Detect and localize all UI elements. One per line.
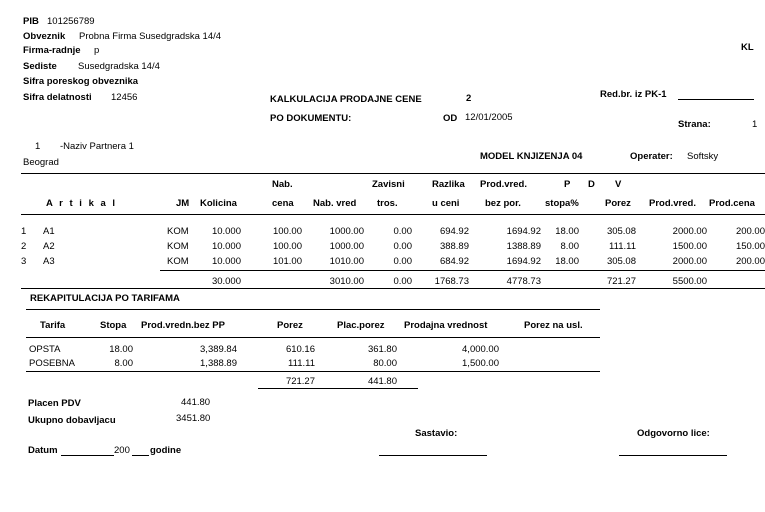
rekap-prodvredn: 1,388.89 bbox=[200, 358, 237, 369]
row-stopa: 8.00 bbox=[560, 241, 579, 252]
total-zav: 0.00 bbox=[393, 276, 412, 287]
model-label: MODEL KNJIZENJA 04 bbox=[480, 151, 583, 162]
col-nab-vred: Nab. vred bbox=[313, 198, 357, 209]
row-cena: 101.00 bbox=[272, 256, 302, 267]
total-bezpor: 4778.73 bbox=[506, 276, 541, 287]
rekap-col-stopa: Stopa bbox=[100, 320, 127, 331]
row-bezpor: 1694.92 bbox=[506, 256, 541, 267]
rekap-header-line bbox=[26, 337, 600, 338]
rekap-placporez: 361.80 bbox=[367, 344, 397, 355]
rekap-stopa: 8.00 bbox=[114, 358, 133, 369]
row-prodvred: 2000.00 bbox=[672, 256, 707, 267]
rekap-placporez: 80.00 bbox=[373, 358, 397, 369]
row-zav: 0.00 bbox=[393, 226, 412, 237]
rekap-col-porez: Porez bbox=[277, 320, 303, 331]
row-stopa: 18.00 bbox=[555, 226, 579, 237]
row-num: 2 bbox=[21, 241, 27, 252]
row-prodvred: 2000.00 bbox=[672, 226, 707, 237]
col-razlika-top: Razlika bbox=[432, 179, 465, 190]
row-kol: 10.000 bbox=[211, 241, 241, 252]
pib-value: 101256789 bbox=[47, 16, 95, 27]
rekap-col-porez-usl: Porez na usl. bbox=[524, 320, 583, 331]
row-kol: 10.000 bbox=[211, 226, 241, 237]
godine-label: godine bbox=[150, 445, 182, 456]
table-top-line bbox=[21, 173, 765, 174]
rekap-col-prodvredn: Prod.vredn.bez PP bbox=[141, 320, 225, 331]
row-porez: 111.11 bbox=[609, 241, 636, 252]
row-num: 3 bbox=[21, 256, 27, 267]
ukupno-label: Ukupno dobavljacu bbox=[28, 415, 116, 426]
odgovorno-signature-line bbox=[619, 455, 727, 456]
sifra-delatnosti-value: 12456 bbox=[111, 92, 138, 103]
operater-label: Operater: bbox=[630, 151, 673, 162]
col-d: D bbox=[588, 179, 595, 190]
col-jm: JM bbox=[176, 198, 190, 209]
row-cena: 100.00 bbox=[272, 241, 302, 252]
rekap-title: REKAPITULACIJA PO TARIFAMA bbox=[30, 293, 180, 304]
sifra-delatnosti-label: Sifra delatnosti bbox=[23, 92, 92, 103]
sediste-value: Susedgradska 14/4 bbox=[78, 61, 160, 72]
sifra-obveznika-label: Sifra poreskog obveznika bbox=[23, 76, 139, 87]
rekap-col-prodajna: Prodajna vrednost bbox=[404, 320, 488, 331]
totals-bottom-line bbox=[21, 288, 765, 289]
total-prodvred: 5500.00 bbox=[672, 276, 707, 287]
rekap-total-line bbox=[258, 388, 418, 389]
partner-id: 1 bbox=[35, 141, 41, 152]
placen-pdv-label: Placen PDV bbox=[28, 398, 81, 409]
row-name: A1 bbox=[43, 226, 55, 237]
doc-title: KALKULACIJA PRODAJNE CENE bbox=[270, 94, 422, 105]
firma-value: p bbox=[94, 45, 100, 56]
col-p: P bbox=[564, 179, 571, 190]
sediste-label: Sediste bbox=[23, 61, 57, 72]
row-cena: 100.00 bbox=[272, 226, 302, 237]
row-prodcena: 200.00 bbox=[735, 226, 765, 237]
rekap-stopa: 18.00 bbox=[109, 344, 133, 355]
row-name: A3 bbox=[43, 256, 55, 267]
row-razlika: 388.89 bbox=[439, 241, 469, 252]
redbr-label: Red.br. iz PK-1 bbox=[600, 89, 667, 100]
total-razlika: 1768.73 bbox=[434, 276, 469, 287]
sastavio-label: Sastavio: bbox=[415, 428, 458, 439]
rekap-prodajna: 1,500.00 bbox=[462, 358, 499, 369]
total-nabvred: 3010.00 bbox=[329, 276, 364, 287]
col-prod-cena: Prod.cena bbox=[709, 198, 755, 209]
row-jm: KOM bbox=[167, 226, 189, 237]
row-num: 1 bbox=[21, 226, 27, 237]
row-bezpor: 1388.89 bbox=[506, 241, 541, 252]
col-zavisni-bottom: tros. bbox=[377, 198, 398, 209]
row-razlika: 684.92 bbox=[439, 256, 469, 267]
col-porez: Porez bbox=[605, 198, 631, 209]
rekap-top-line bbox=[26, 309, 600, 310]
row-zav: 0.00 bbox=[393, 241, 412, 252]
kl-label: KL bbox=[741, 42, 754, 53]
row-porez: 305.08 bbox=[606, 226, 636, 237]
rekap-porez: 111.11 bbox=[288, 358, 315, 369]
total-kol: 30.000 bbox=[211, 276, 241, 287]
col-stopa: stopa% bbox=[545, 198, 579, 209]
placen-pdv-value: 441.80 bbox=[181, 397, 211, 408]
row-jm: KOM bbox=[167, 256, 189, 267]
col-zavisni-top: Zavisni bbox=[372, 179, 405, 190]
col-nab-bottom: cena bbox=[272, 198, 294, 209]
partner-name: -Naziv Partnera 1 bbox=[60, 141, 134, 152]
col-artikal: A r t i k a l bbox=[46, 198, 118, 209]
rekap-tarifa: OPSTA bbox=[29, 344, 61, 355]
ukupno-value: 3451.80 bbox=[176, 413, 211, 424]
col-razlika-bottom: u ceni bbox=[432, 198, 460, 209]
operater-value: Softsky bbox=[687, 151, 719, 162]
doc-number: 2 bbox=[466, 93, 472, 104]
pib-label: PIB bbox=[23, 16, 39, 27]
obveznik-value: Probna Firma Susedgradska 14/4 bbox=[79, 31, 222, 42]
row-zav: 0.00 bbox=[393, 256, 412, 267]
row-porez: 305.08 bbox=[606, 256, 636, 267]
row-prodcena: 200.00 bbox=[735, 256, 765, 267]
col-prod-vred: Prod.vred. bbox=[649, 198, 696, 209]
doc-date: 12/01/2005 bbox=[465, 112, 513, 123]
rekap-tarifa: POSEBNA bbox=[29, 358, 75, 369]
total-porez: 721.27 bbox=[606, 276, 636, 287]
obveznik-label: Obveznik bbox=[23, 31, 66, 42]
strana-value: 1 bbox=[752, 119, 758, 130]
datum-year-prefix: 200 bbox=[114, 445, 130, 456]
rekap-prodvredn: 3,389.84 bbox=[200, 344, 237, 355]
strana-label: Strana: bbox=[678, 119, 711, 130]
datum-line-2 bbox=[132, 455, 149, 456]
row-bezpor: 1694.92 bbox=[506, 226, 541, 237]
row-nabvred: 1010.00 bbox=[329, 256, 364, 267]
firma-label: Firma-radnje bbox=[23, 45, 81, 56]
rekap-bottom-line bbox=[26, 371, 600, 372]
sastavio-signature-line bbox=[379, 455, 487, 456]
rekap-prodajna: 4,000.00 bbox=[462, 344, 499, 355]
rekap-total-placporez: 441.80 bbox=[367, 376, 397, 387]
rekap-col-tarifa: Tarifa bbox=[40, 320, 66, 331]
table-bottom-line bbox=[160, 270, 765, 271]
odgovorno-label: Odgovorno lice: bbox=[637, 428, 710, 439]
table-header-line bbox=[21, 214, 765, 215]
od-label: OD bbox=[443, 113, 458, 124]
row-stopa: 18.00 bbox=[555, 256, 579, 267]
col-nab-top: Nab. bbox=[272, 179, 293, 190]
datum-line-1 bbox=[61, 455, 114, 456]
row-jm: KOM bbox=[167, 241, 189, 252]
po-dokumentu-label: PO DOKUMENTU: bbox=[270, 113, 352, 124]
row-nabvred: 1000.00 bbox=[329, 241, 364, 252]
row-nabvred: 1000.00 bbox=[329, 226, 364, 237]
col-kolicina: Kolicina bbox=[200, 198, 237, 209]
row-razlika: 694.92 bbox=[439, 226, 469, 237]
partner-city: Beograd bbox=[23, 157, 59, 168]
row-name: A2 bbox=[43, 241, 55, 252]
redbr-line bbox=[678, 99, 754, 100]
col-prodvred-top: Prod.vred. bbox=[480, 179, 527, 190]
rekap-total-porez: 721.27 bbox=[285, 376, 315, 387]
row-prodcena: 150.00 bbox=[735, 241, 765, 252]
col-v: V bbox=[615, 179, 622, 190]
row-kol: 10.000 bbox=[211, 256, 241, 267]
rekap-porez: 610.16 bbox=[285, 344, 315, 355]
rekap-col-placporez: Plac.porez bbox=[337, 320, 385, 331]
row-prodvred: 1500.00 bbox=[672, 241, 707, 252]
col-prodvred-bottom: bez por. bbox=[485, 198, 521, 209]
datum-label: Datum bbox=[28, 445, 58, 456]
